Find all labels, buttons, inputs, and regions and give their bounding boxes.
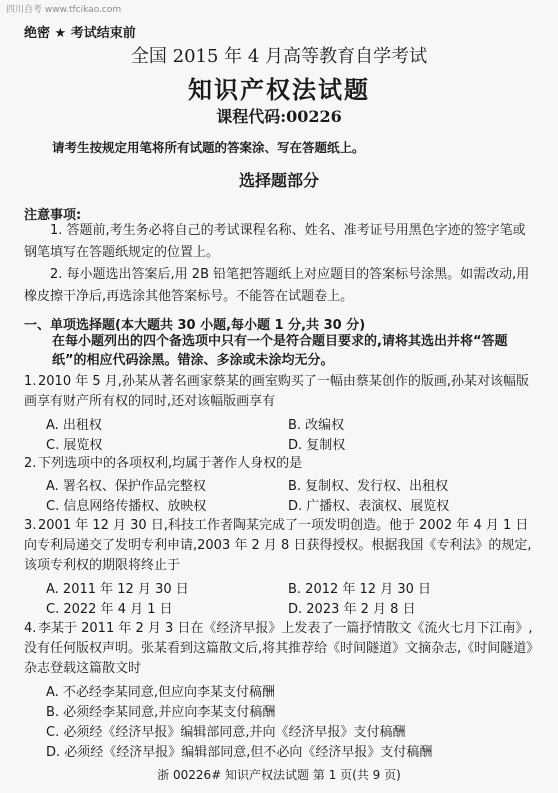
option-d: D. 2023 年 2 月 8 日 [288, 602, 416, 617]
section-description: 在每小题列出的四个备选项中只有一个是符合题目要求的,请将其选出并将“答题纸”的相应代码涂黑。错涂、多涂或未涂均无分。 [52, 334, 508, 368]
question-number: 2. [24, 456, 37, 471]
option-c: C. 2022 年 4 月 1 日 [46, 602, 173, 617]
option-a: A. 署名权、保护作品完整权 [46, 479, 206, 494]
part-title: 选择题部分 [238, 171, 319, 190]
question-number: 4. [24, 621, 37, 636]
question-text [24, 516, 536, 576]
answer-instruction: 请考生按规定用笔将所有试题的答案涂、写在答题纸上。 [52, 140, 365, 155]
question-text [24, 619, 536, 679]
question-text [24, 372, 536, 412]
section-title: 一、单项选择题(本大题共 30 小题,每小题 1 分,共 30 分) [24, 318, 366, 333]
question-body: 下列选项中的各项权利,均属于著作人身权的是 [38, 456, 303, 471]
option-a: A. 出租权 [46, 418, 102, 433]
question-body: 李某于 2011 年 2 月 3 日在《经济早报》上发表了一篇抒情散文《流火七月下江南》,没有任何版权声明。张某看到这篇散文后,将其推荐给《时间隧道》文摘杂志,《时间隧道》杂志登载这篇散文时 [24, 621, 533, 676]
option-c: C. 信息网络传播权、放映权 [46, 499, 207, 514]
question-text [24, 454, 536, 474]
option-c: C. 展览权 [46, 438, 103, 453]
option-b: B. 2012 年 12 月 30 日 [288, 582, 432, 597]
question-number: 3. [24, 518, 37, 533]
option-c: C. 必须经《经济早报》编辑部同意,并向《经济早报》支付稿酬 [46, 725, 406, 740]
option-d: D. 必须经《经济早报》编辑部同意,但不必向《经济早报》支付稿酬 [46, 745, 433, 760]
watermark: 四川自考 www.tfcikao.com [6, 5, 122, 15]
page-footer: 浙 00226# 知识产权法试题 第 1 页(共 9 页) [157, 768, 401, 782]
question-body: 2001 年 12 月 30 日,科技工作者陶某完成了一项发明创造。他于 2002 年 4 月 1 日向专利局递交了发明专利申请,2003 年 2 月 8 日获得授权。根据我国《专利法》的规定,该项专利权的期限将终止于 [24, 518, 532, 573]
exam-title: 全国 2015 年 4 月高等教育自学考试 [130, 46, 428, 67]
question-body: 2010 年 5 月,孙某从著名画家蔡某的画室购买了一幅由蔡某创作的版画,孙某对该幅版画享有财产所有权的同时,还对该幅版画享有 [24, 374, 530, 409]
notice-item: 2. 每小题选出答案后,用 2B 铅笔把答题纸上对应题目的答案标号涂黑。如需改动,用橡皮擦干净后,再选涂其他答案标号。不能答在试题卷上。 [24, 267, 530, 304]
notice-item: 1. 答题前,考生务必将自己的考试课程名称、姓名、准考证号用黑色字迹的签字笔或钢笔填写在答题纸规定的位置上。 [24, 223, 526, 260]
option-a: A. 2011 年 12 月 30 日 [46, 582, 189, 597]
option-a: A. 不必经李某同意,但应向李某支付稿酬 [46, 685, 276, 700]
option-b: B. 必须经李某同意,并应向李某支付稿酬 [46, 705, 276, 720]
option-d: D. 复制权 [288, 438, 346, 453]
option-d: D. 广播权、表演权、展览权 [288, 499, 450, 514]
notice-heading: 注意事项: [24, 208, 82, 223]
secret-label: 绝密 ★ 考试结束前 [24, 26, 136, 41]
question-number: 1. [24, 374, 37, 389]
option-b: B. 复制权、发行权、出租权 [288, 479, 449, 494]
option-b: B. 改编权 [288, 418, 345, 433]
paper-title: 知识产权法试题 [188, 75, 370, 104]
course-code: 课程代码:00226 [216, 107, 342, 126]
